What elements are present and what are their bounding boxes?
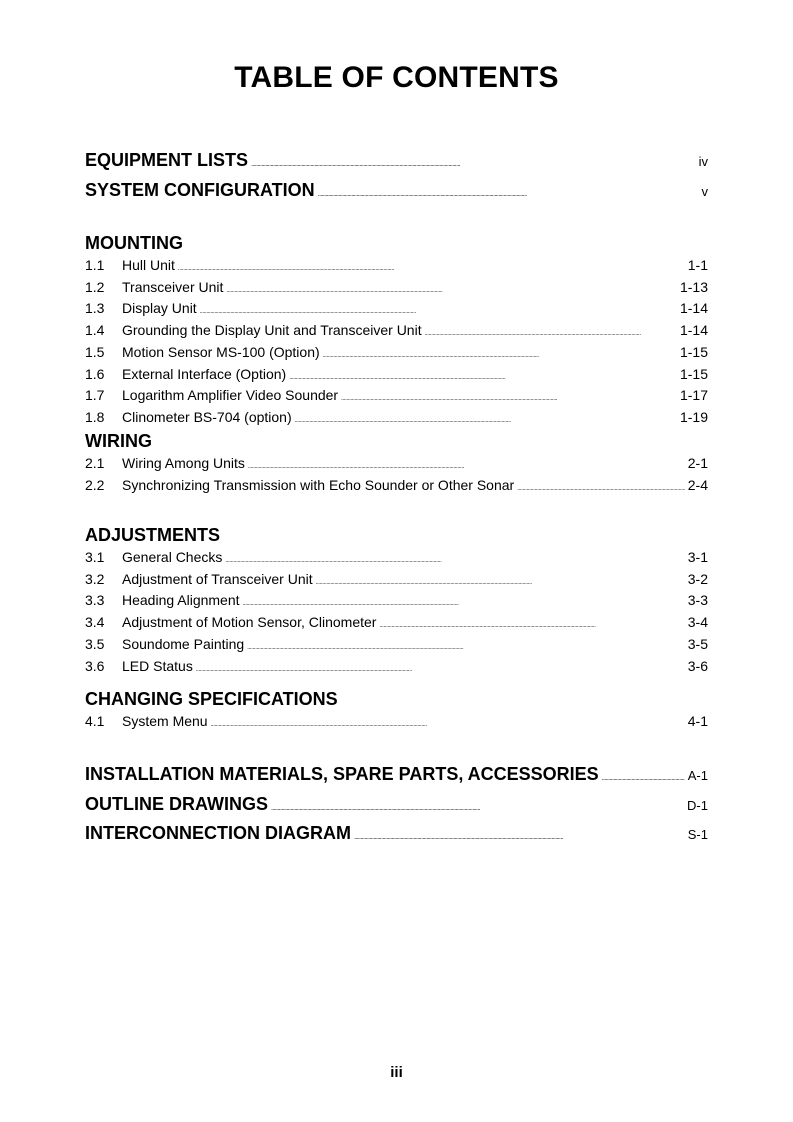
toc-entry-outline-drawings[interactable] bbox=[85, 792, 708, 822]
toc-item[interactable] bbox=[85, 636, 708, 658]
item-label: Adjustment of Transceiver Unit bbox=[122, 570, 313, 587]
toc-entry-page: iv bbox=[698, 154, 708, 169]
dot-leader bbox=[316, 575, 685, 593]
item-page: 3-6 bbox=[687, 657, 708, 674]
item-label: Logarithm Amplifier Video Sounder bbox=[122, 387, 339, 404]
dot-leader bbox=[226, 283, 677, 301]
item-number: 1.4 bbox=[85, 322, 105, 339]
dot-leader bbox=[341, 391, 677, 409]
item-label: General Checks bbox=[122, 549, 223, 565]
dot-leader bbox=[251, 153, 696, 178]
section-heading: MOUNTING bbox=[85, 233, 183, 253]
item-number: 3.1 bbox=[85, 549, 105, 565]
item-page: 3-4 bbox=[687, 614, 708, 631]
item-label: Motion Sensor MS-100 (Option) bbox=[122, 343, 320, 360]
item-number: 1.8 bbox=[85, 408, 105, 425]
dot-leader bbox=[517, 481, 685, 499]
dot-leader bbox=[247, 640, 685, 658]
dot-leader bbox=[243, 596, 685, 614]
toc-entry-installation-materials[interactable] bbox=[85, 762, 708, 792]
item-page: 1-15 bbox=[679, 365, 708, 382]
item-page: 1-14 bbox=[679, 300, 708, 317]
item-number: 3.3 bbox=[85, 592, 105, 609]
section-heading: ADJUSTMENTS bbox=[85, 525, 221, 545]
item-label: Hull Unit bbox=[122, 257, 175, 273]
item-number: 3.2 bbox=[85, 570, 105, 587]
item-number: 2.1 bbox=[85, 455, 105, 471]
toc-item[interactable] bbox=[85, 614, 708, 636]
section-wiring bbox=[85, 430, 708, 498]
dot-leader bbox=[602, 767, 685, 792]
dot-leader bbox=[289, 370, 677, 388]
item-number: 3.5 bbox=[85, 635, 105, 652]
item-number: 1.1 bbox=[85, 257, 105, 273]
item-page: 2-1 bbox=[687, 455, 708, 471]
dot-leader bbox=[196, 662, 685, 680]
toc-item[interactable] bbox=[85, 344, 708, 366]
bottom-entries bbox=[85, 762, 708, 851]
item-label: Transceiver Unit bbox=[122, 278, 224, 295]
toc-item[interactable] bbox=[85, 455, 708, 477]
item-page: 2-4 bbox=[687, 476, 708, 493]
toc-item[interactable] bbox=[85, 387, 708, 409]
item-label: System Menu bbox=[122, 713, 208, 729]
item-number: 1.2 bbox=[85, 278, 105, 295]
toc-entry-page: A-1 bbox=[687, 768, 708, 783]
dot-leader bbox=[379, 618, 684, 636]
item-label: External Interface (Option) bbox=[122, 365, 287, 382]
section-heading: WIRING bbox=[85, 431, 152, 451]
item-label: Display Unit bbox=[122, 300, 197, 317]
toc-item[interactable] bbox=[85, 322, 708, 344]
toc-entry-page: S-1 bbox=[687, 827, 708, 842]
toc-item[interactable] bbox=[85, 477, 708, 499]
dot-leader bbox=[248, 459, 685, 477]
toc-item[interactable] bbox=[85, 279, 708, 301]
toc-entry-label: INTERCONNECTION DIAGRAM bbox=[85, 823, 351, 843]
item-label: Heading Alignment bbox=[122, 592, 240, 609]
toc-item[interactable] bbox=[85, 571, 708, 593]
dot-leader bbox=[295, 413, 677, 431]
dot-leader bbox=[425, 326, 677, 344]
item-page: 1-19 bbox=[679, 408, 708, 425]
top-entries bbox=[85, 148, 708, 207]
item-number: 1.3 bbox=[85, 300, 105, 317]
toc-entry-page: v bbox=[701, 183, 708, 199]
toc-item[interactable] bbox=[85, 300, 708, 322]
dot-leader bbox=[225, 553, 684, 571]
dot-leader bbox=[354, 826, 685, 851]
toc-entry-label: SYSTEM CONFIGURATION bbox=[85, 179, 315, 200]
page-title: TABLE OF CONTENTS bbox=[234, 61, 559, 94]
item-label: LED Status bbox=[122, 657, 193, 674]
item-page: 1-13 bbox=[679, 278, 708, 295]
toc-entry-label: INSTALLATION MATERIALS, SPARE PARTS, ACCESSORIES bbox=[85, 764, 599, 784]
toc-entry-label: EQUIPMENT LISTS bbox=[85, 150, 249, 170]
dot-leader bbox=[211, 717, 685, 735]
item-page: 1-1 bbox=[687, 257, 708, 273]
dot-leader bbox=[318, 183, 699, 208]
item-page: 3-3 bbox=[687, 592, 708, 609]
item-label: Wiring Among Units bbox=[122, 455, 245, 471]
toc-entry-label: OUTLINE DRAWINGS bbox=[85, 793, 268, 814]
toc-item[interactable] bbox=[85, 257, 708, 279]
item-label: Soundome Painting bbox=[122, 635, 245, 652]
item-label: Synchronizing Transmission with Echo Sounder or Other Sonar bbox=[122, 476, 515, 493]
item-label: Adjustment of Motion Sensor, Clinometer bbox=[122, 614, 377, 631]
item-page: 1-14 bbox=[679, 322, 708, 339]
dot-leader bbox=[200, 304, 677, 322]
toc-entry-equipment-lists[interactable] bbox=[85, 148, 708, 178]
item-number: 3.6 bbox=[85, 657, 105, 674]
item-page: 4-1 bbox=[687, 713, 708, 729]
toc-item[interactable] bbox=[85, 409, 708, 431]
section-mounting bbox=[85, 232, 708, 431]
item-number: 2.2 bbox=[85, 476, 105, 493]
item-number: 1.7 bbox=[85, 387, 105, 404]
toc-item[interactable] bbox=[85, 592, 708, 614]
item-page: 3-1 bbox=[687, 549, 708, 565]
item-page: 1-15 bbox=[679, 343, 708, 360]
toc-item[interactable] bbox=[85, 713, 708, 735]
toc-item[interactable] bbox=[85, 549, 708, 571]
toc-entry-page: D-1 bbox=[687, 797, 708, 813]
toc-entry-system-configuration[interactable] bbox=[85, 178, 708, 208]
item-page: 3-2 bbox=[687, 570, 708, 587]
item-label: Grounding the Display Unit and Transceiver Unit bbox=[122, 322, 422, 339]
section-adjustments bbox=[85, 524, 708, 679]
section-heading: CHANGING SPECIFICATIONS bbox=[85, 689, 338, 709]
section-changing-specifications bbox=[85, 688, 708, 735]
dot-leader bbox=[323, 348, 677, 366]
item-number: 1.5 bbox=[85, 343, 105, 360]
item-page: 3-5 bbox=[687, 635, 708, 652]
item-number: 1.6 bbox=[85, 365, 105, 382]
dot-leader bbox=[178, 261, 685, 279]
dot-leader bbox=[271, 797, 684, 822]
item-number: 3.4 bbox=[85, 614, 105, 631]
toc-entry-interconnection-diagram[interactable] bbox=[85, 821, 708, 851]
item-label: Clinometer BS-704 (option) bbox=[122, 408, 292, 425]
item-page: 1-17 bbox=[679, 387, 708, 404]
item-number: 4.1 bbox=[85, 713, 105, 729]
page-number: iii bbox=[390, 1064, 403, 1081]
toc-item[interactable] bbox=[85, 658, 708, 680]
toc-item[interactable] bbox=[85, 366, 708, 388]
